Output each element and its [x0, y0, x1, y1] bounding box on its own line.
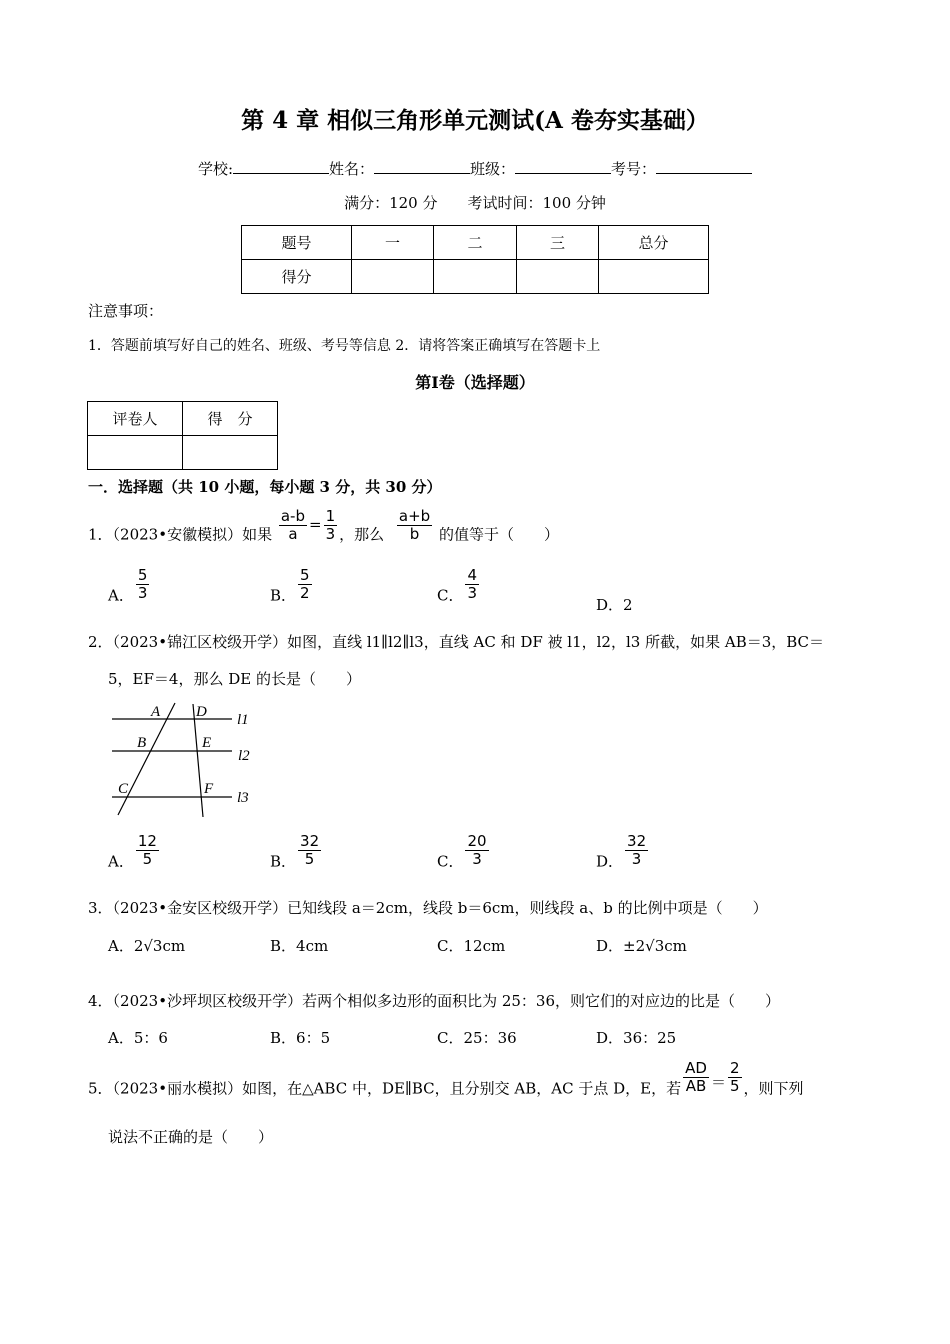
numerator: a+b: [398, 507, 431, 525]
q1-option-b[interactable]: [270, 567, 314, 606]
fraction: [298, 567, 312, 602]
q1-option-a[interactable]: [108, 567, 151, 606]
fraction: [683, 1060, 709, 1095]
name-label: 姓名：: [329, 160, 375, 178]
q1-text: 的值等于（ ）: [439, 525, 560, 544]
denominator: 3: [137, 584, 148, 602]
header-cell: 题号: [242, 226, 352, 260]
fraction: [465, 833, 488, 868]
option-label: A．: [108, 586, 134, 605]
q1-text: 1．（2023•安徽模拟）如果: [88, 525, 273, 544]
numerator: 2: [729, 1059, 740, 1077]
part-heading: 第Ⅰ卷（选择题）: [415, 373, 535, 392]
fraction: [136, 833, 159, 868]
point-e-label: E: [202, 735, 212, 751]
q4-option-b[interactable]: B．6：5: [270, 1029, 331, 1047]
option-label: D．: [596, 596, 624, 614]
fraction: [625, 833, 648, 868]
question-5-line-2: 说法不正确的是（ ）: [108, 1128, 274, 1146]
fraction: [324, 508, 338, 543]
option-label: A．: [108, 852, 134, 871]
q4-option-d[interactable]: D．36：25: [596, 1029, 677, 1047]
denominator: 5: [142, 850, 153, 868]
grader-score-cell[interactable]: [183, 436, 278, 470]
question-4: 4．（2023•沙坪坝区校级开学）若两个相似多边形的面积比为 25：36，则它们的对应边的比是（ ）: [88, 992, 781, 1010]
header-cell: 一: [352, 226, 434, 260]
numerator: 5: [137, 566, 148, 584]
grader-score-label: 得 分: [183, 402, 278, 436]
option-label: C．: [437, 586, 464, 605]
option-value: 2: [623, 596, 633, 614]
section-heading: 一．选择题（共 10 小题，每小题 3 分，共 30 分）: [88, 478, 442, 496]
q1-option-c[interactable]: [437, 567, 481, 606]
numerator: 1: [325, 507, 336, 525]
option-label: B．: [270, 586, 297, 605]
fraction: [136, 567, 150, 602]
score-cell[interactable]: [599, 260, 709, 294]
numerator: 12: [137, 832, 157, 850]
notes-heading: 注意事项：: [88, 302, 164, 320]
equals: ＝: [710, 1073, 726, 1092]
numerator: 4: [467, 566, 478, 584]
point-d-label: D: [196, 704, 207, 720]
option-label: D．: [596, 852, 624, 871]
grader-cell[interactable]: [88, 436, 183, 470]
fraction: [298, 833, 321, 868]
q2-option-d[interactable]: [596, 833, 650, 872]
grader-table: [87, 401, 278, 470]
name-field[interactable]: [374, 159, 470, 174]
score-table: [241, 225, 709, 294]
class-label: 班级：: [470, 160, 516, 178]
class-field[interactable]: [515, 159, 611, 174]
score-cell[interactable]: [352, 260, 434, 294]
denominator: 3: [631, 850, 642, 868]
school-field[interactable]: [233, 159, 329, 174]
parallel-lines-figure: [100, 700, 260, 820]
equals: =: [309, 515, 322, 534]
q5-text: ，则下列: [743, 1079, 804, 1098]
number-field[interactable]: [656, 159, 752, 174]
q3-option-b[interactable]: B．4cm: [270, 937, 329, 955]
numerator: 32: [627, 832, 647, 850]
point-f-label: F: [204, 781, 214, 797]
q4-option-c[interactable]: C．25：36: [437, 1029, 517, 1047]
q3-option-d[interactable]: D．±2√3cm: [596, 937, 687, 955]
q2-option-c[interactable]: [437, 833, 491, 872]
denominator: AB: [685, 1077, 707, 1095]
q4-option-a[interactable]: A．5：6: [108, 1029, 168, 1047]
page-title: 第 4 章 相似三角形单元测试(A 卷夯实基础）: [241, 107, 709, 134]
denominator: 5: [729, 1077, 740, 1095]
score-cell[interactable]: [517, 260, 599, 294]
numerator: a-b: [280, 507, 305, 525]
numerator: 5: [300, 566, 310, 584]
question-2-line-1: 2．（2023•锦江区校级开学）如图，直线 l1∥l2∥l3，直线 AC 和 DF 被 l1，l2，l3 所截，如果 AB＝3，BC＝: [88, 633, 825, 651]
header-cell: 总分: [599, 226, 709, 260]
fraction: [397, 508, 432, 543]
question-2-line-2: 5，EF＝4，那么 DE 的长是（ ）: [108, 670, 361, 688]
exam-time: 考试时间：100 分钟: [467, 194, 606, 212]
numerator: 32: [300, 832, 320, 850]
line-l3-label: l3: [237, 790, 249, 806]
denominator: 5: [304, 850, 315, 868]
line-l2-label: l2: [238, 748, 250, 764]
denominator: 3: [467, 584, 478, 602]
numerator: AD: [685, 1059, 707, 1077]
score-cell[interactable]: [434, 260, 517, 294]
row-label: 得分: [242, 260, 352, 294]
exam-info: [0, 192, 950, 213]
fraction: [465, 567, 479, 602]
q3-option-a[interactable]: A．2√3cm: [108, 937, 186, 955]
option-label: B．: [270, 852, 297, 871]
notes-text: 1．答题前填写好自己的姓名、班级、考号等信息 2．请将答案正确填写在答题卡上: [88, 338, 601, 354]
denominator: 3: [472, 850, 482, 868]
header-cell: 三: [517, 226, 599, 260]
school-label: 学校:: [197, 160, 233, 178]
q5-text: 5．（2023•丽水模拟）如图，在△ABC 中，DE∥BC，且分别交 AB，AC 于点 D，E，若: [88, 1079, 682, 1098]
line-l1-label: l1: [237, 712, 249, 728]
point-b-label: B: [137, 735, 147, 751]
denominator: a: [288, 525, 298, 543]
numerator: 20: [467, 832, 487, 850]
q2-option-b[interactable]: [270, 833, 323, 872]
student-info-line: [0, 158, 950, 179]
q3-option-c[interactable]: C．12cm: [437, 937, 506, 955]
option-label: C．: [437, 852, 464, 871]
grader-label: 评卷人: [88, 402, 183, 436]
fraction: [728, 1060, 742, 1095]
question-1: [88, 508, 559, 544]
point-c-label: C: [118, 781, 129, 797]
q2-option-a[interactable]: [108, 833, 161, 872]
full-score: 满分：120 分: [344, 194, 438, 212]
point-a-label: A: [151, 704, 161, 720]
header-cell: 二: [434, 226, 517, 260]
question-5-line-1: [88, 1060, 804, 1098]
q1-text: ，那么: [339, 525, 385, 544]
number-label: 考号：: [611, 160, 657, 178]
denominator: 3: [325, 525, 336, 543]
denominator: 2: [300, 584, 310, 602]
denominator: b: [409, 525, 420, 543]
q1-option-d[interactable]: [596, 594, 633, 615]
fraction: [279, 508, 307, 543]
question-3: 3．（2023•金安区校级开学）已知线段 a＝2cm，线段 b＝6cm，则线段 a、b 的比例中项是（ ）: [88, 899, 768, 917]
